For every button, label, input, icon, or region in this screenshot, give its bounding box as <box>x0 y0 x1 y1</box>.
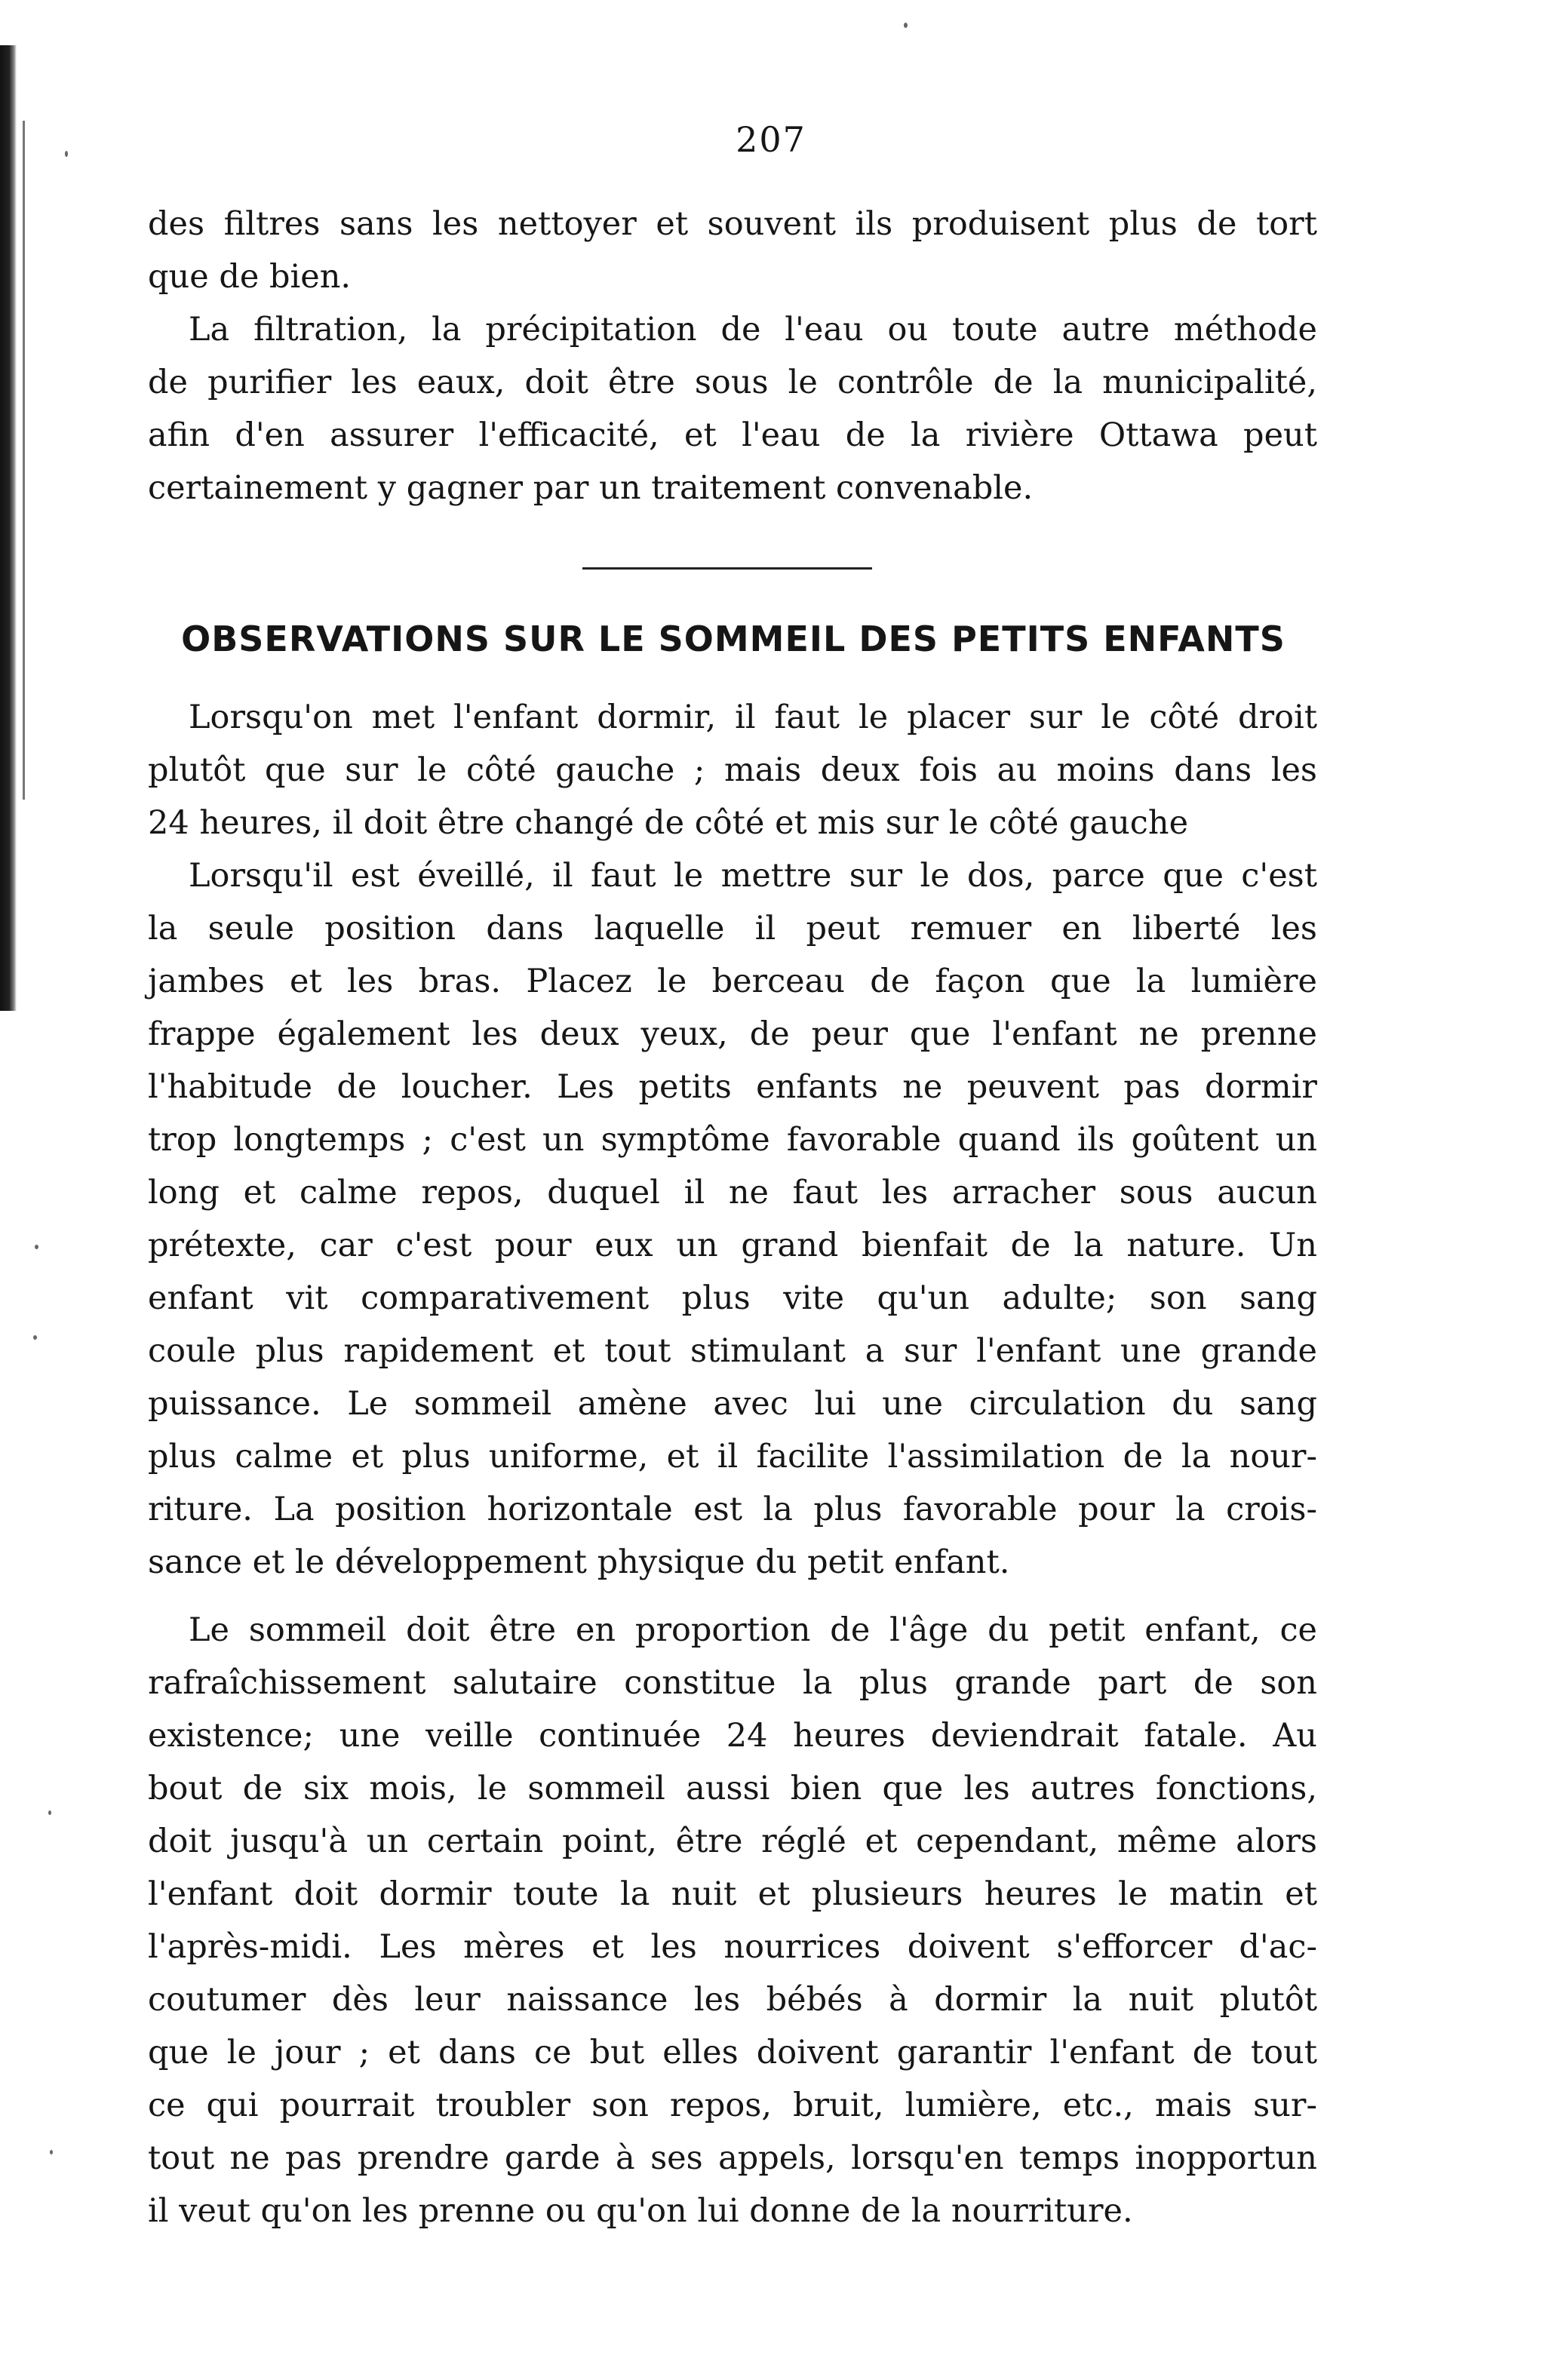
text-line: riture. La position horizontale est la plus favorable pour la crois- <box>148 1491 1317 1528</box>
text-line: puissance. Le sommeil amène avec lui une circulation du sang <box>148 1385 1317 1423</box>
text-line: enfant vit comparativement plus vite qu'un adulte; son sang <box>148 1279 1317 1317</box>
text-line: existence; une veille continuée 24 heures deviendrait fatale. Au <box>148 1717 1317 1755</box>
text-line: la seule position dans laquelle il peut remuer en liberté les <box>148 910 1317 947</box>
scan-speck <box>48 1810 51 1815</box>
text-line: frappe également les deux yeux, de peur que l'enfant ne prenne <box>148 1015 1317 1053</box>
scan-speck <box>33 1335 37 1340</box>
text-line: certainement y gagner par un traitement convenable. <box>148 469 1034 507</box>
scan-speck <box>65 151 68 157</box>
text-line: de purifier les eaux, doit être sous le contrôle de la municipalité, <box>148 364 1317 401</box>
text-line: Lorsqu'il est éveillé, il faut le mettre sur le dos, parce que c'est <box>189 857 1317 895</box>
text-line: que de bien. <box>148 258 352 296</box>
text-line: 24 heures, il doit être changé de côté et mis sur le côté gauche <box>148 804 1189 842</box>
text-line: Le sommeil doit être en proportion de l'âge du petit enfant, ce <box>189 1611 1317 1649</box>
text-line: des filtres sans les nettoyer et souvent ils produisent plus de tort <box>148 205 1317 243</box>
text-line: trop longtemps ; c'est un symptôme favorable quand ils goûtent un <box>148 1121 1317 1159</box>
text-line: que le jour ; et dans ce but elles doivent garantir l'enfant de tout <box>148 2034 1317 2071</box>
text-line: Lorsqu'on met l'enfant dormir, il faut le placer sur le côté droit <box>189 699 1317 736</box>
text-line: afin d'en assurer l'efficacité, et l'eau de la rivière Ottawa peut <box>148 416 1317 454</box>
text-line: l'habitude de loucher. Les petits enfants ne peuvent pas dormir <box>148 1068 1317 1106</box>
text-line: sance et le développement physique du petit enfant. <box>148 1543 1010 1581</box>
text-line: l'enfant doit dormir toute la nuit et plusieurs heures le matin et <box>148 1875 1317 1913</box>
text-line: La filtration, la précipitation de l'eau ou toute autre méthode <box>189 311 1317 349</box>
text-line: plutôt que sur le côté gauche ; mais deux fois au moins dans les <box>148 751 1317 789</box>
text-line: doit jusqu'à un certain point, être réglé et cependant, même alors <box>148 1823 1317 1860</box>
paragraph-filtration-end <box>148 198 1317 514</box>
text-line: l'après-midi. Les mères et les nourrices doivent s'efforcer d'ac- <box>148 1928 1317 1966</box>
scan-speck <box>904 23 908 28</box>
text-line: jambes et les bras. Placez le berceau de façon que la lumière <box>148 963 1317 1000</box>
scan-speck <box>50 2150 53 2154</box>
text-line: rafraîchissement salutaire constitue la plus grande part de son <box>148 1664 1317 1702</box>
text-line: bout de six mois, le sommeil aussi bien que les autres fonctions, <box>148 1770 1317 1807</box>
text-line: long et calme repos, duquel il ne faut les arracher sous aucun <box>148 1174 1317 1211</box>
text-line: il veut qu'on les prenne ou qu'on lui donne de la nourriture. <box>148 2192 1133 2230</box>
section-heading: OBSERVATIONS SUR LE SOMMEIL DES PETITS ENFANTS <box>181 619 1286 659</box>
book-spine-edge <box>23 121 25 800</box>
text-line: plus calme et plus uniforme, et il facilite l'assimilation de la nour- <box>148 1438 1317 1476</box>
text-line: ce qui pourrait troubler son repos, bruit, lumière, etc., mais sur- <box>148 2087 1317 2124</box>
text-line: coule plus rapidement et tout stimulant a sur l'enfant une grande <box>148 1332 1317 1370</box>
text-line: prétexte, car c'est pour eux un grand bienfait de la nature. Un <box>148 1227 1317 1264</box>
scan-speck <box>35 1245 38 1249</box>
text-line: tout ne pas prendre garde à ses appels, lorsqu'en temps inopportun <box>148 2139 1317 2177</box>
text-line: coutumer dès leur naissance les bébés à dormir la nuit plutôt <box>148 1981 1317 2019</box>
section-divider <box>582 567 872 570</box>
page-number: 207 <box>736 119 806 160</box>
book-spine-shadow <box>0 45 17 1011</box>
paragraph-sleep-duration <box>148 1604 1317 2237</box>
paragraph-sleep-position <box>148 691 1317 1589</box>
